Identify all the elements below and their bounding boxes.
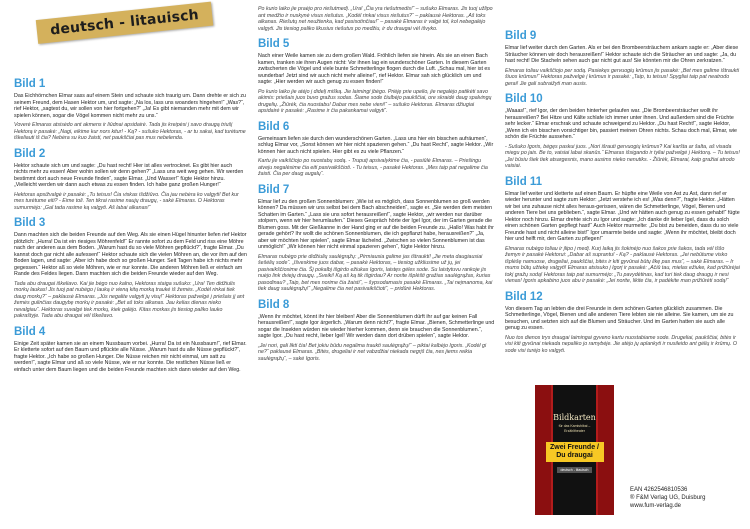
german-text: Einige Zeit später kamen sie an einem Nussbaum vorbei. „Hurra! Da ist ein Nussbaum!“, rief Elmar. Er kletterte sofort auf den Baum und pflückte alle Nüsse. „Warum hast du alle Nüsse gepflückt?“, fragte Hektor. „Ich habe so großen Hunger. Die Nüsse reichen mir nicht einmal, um satt zu werden!“, sagte Elmar und aß so viele Nüsse, wie er nur konnte. Die restlichen Nüsse ließ er einfach unter dem Baum liegen und die beiden Freunde machten sich dann wieder auf den Weg. xyxy=(14,340,247,373)
logo-title: Bildkarten xyxy=(553,413,596,422)
section-bild-9 xyxy=(505,30,741,87)
story-title-card xyxy=(546,442,604,462)
section-title: Bild 10 xyxy=(505,93,543,105)
section-bild-2 xyxy=(14,148,247,212)
german-text: Von diesem Tag an lebten die drei Freunde in dem schönen Garten glücklich zusammen. Die Schmetterlinge, Vögel, Bienen und alle anderen Tiere lebten sie nie alleine. Sie kamen, um sie zu besuchen, und setzten sich auf die Blumen und Sträucher. Und im Garten hatten sie auch alle genug zu essen. xyxy=(505,305,734,331)
lithuanian-text: Voverė Elmaras atsisėdo ant akmens ir liūdnai apsidairė. Tada jis kreipėsi į savo draugą triušį Hektorą ir pasakė: „Nagi, eikime kur nors kitur! - Ką? - sušuko Hektoras, - ar tu sakai, kad turėtume iškeliauti iš čia? Nebėra su kuo žaisti, net paukščiai pas mus nebelenda. xyxy=(14,122,246,141)
section-title: Bild 11 xyxy=(505,175,543,188)
story-title-de: Zwei Freunde / xyxy=(549,444,599,451)
kamishibai-cover-logo xyxy=(535,385,614,515)
lithuanian-text: Po kurio laiko jie praėjo pro riešutmedį. „Ura! „Čia yra riešutmedis!“ – sušuko Elmaras. Jis tuoj užlipo ant medžio ir nuskynė visus riešutus. „Kodėl rinkai visus riešutus?“ – paklausė Hektoras. „Aš toks alkanas. Riešutų net neužtenka, kad pasisotinčiau!“ – pasakė Elmaras ir valgė tol, kol nebegalėjo valgyti. Jis tiesiog paliko likusius riešutus po medžiu, ir du draugai vėl išvyko. xyxy=(258,6,493,32)
logo-language: deutsch - litauisch xyxy=(557,467,591,473)
section-title: Bild 8 xyxy=(258,298,290,311)
lithuanian-text: Po kurio laiko jie atėjo į didelį mišką. Jie laimingi įbėgo. Priėję prie upelio, jie negalėjo patikėti savo akimis: priešais juos buvo gražus sodas. Šiame sode čiulbėjo paukščiai, ore skraidė daug spalvingų drugelių. „Žiūrėk, čia nuostabu! Dabar mes nebe vieni!“ – sušuko Hektoras. Elmaras džiugiai apsidairė ir pasakė: „Rasime ir čia pakankamai valgyti“. xyxy=(258,88,492,114)
section-bild-4-continued xyxy=(258,6,495,32)
lithuanian-text: Elmaras nubėgo prie didžiulių saulėgrąžų: „Pirmiausia galime jas ištraukti! „Jie meta daugiausiai šešėlių sode“. „Išveskime juos dabar, – pasakė Hektoras, – tiesiog užkliusime už jų, jei pasivaikščiosime čia. Šį pokalbį išgirdo ežiukas Igoris, laistęs gėles sode. Su laistytuvu rankoje jis nuėjo link dviejų draugų. „Sveiki! Ką aš ką tik išgirdau? Ar norite išplėšti gražias saulėgrąžas, kurias pasodinau? „Taip, bet mes norime čia žaisti“, – šypsodamasis pasakė Elmaras. „Tai neįmanoma, kai tiek daug saulėgrąžų!“ „Negalime čia net pasivaikščioti“, – pridūrė Hektoras. xyxy=(258,253,493,292)
publisher-name: ® F&M Verlag UG, Duisburg xyxy=(630,495,706,501)
section-bild-12 xyxy=(505,291,741,355)
logo-stage xyxy=(549,399,599,507)
section-title: Bild 5 xyxy=(258,38,290,50)
german-text: Hektor schaute sich um und sagte: „Du hast recht! Hier ist alles vertrocknet. Es gibt hier auch nichts mehr zu essen! Aber wohin sollen wir denn gehen?“ „Lass uns weit weg gehen. Wir werden bestimmt dort auch neue Freunde finden“, sagte Elmar. „Und Wasser!“ fügte Hektor hinzu. „Vielleicht werden wir dann auch etwas zu essen finden. Ich habe ganz großen Hunger!“ xyxy=(14,162,244,188)
publisher-website[interactable]: www.fum-verlag.de xyxy=(630,503,682,509)
german-text: Nach einer Weile kamen sie zu dem großen Wald. Fröhlich liefen sie hinein. Als sie an einen Bach kamen, tranken sie ihren Augen nicht: Vor ihnen lag ein wunderschöner Garten. In diesem Garten zwitscherten die Vögel und viele bunte Schmetterlinge flogen durch die Luft. „Schau mal, hier ist es wunderbar! Jetzt sind wir auch nicht mehr alleine!“, rief Hektor. Elmar sah sich glücklich um und sagte: „Hier werden wir auch genug zu essen finden!“ xyxy=(258,53,491,85)
lithuanian-text: Tada abu draugai iškeliavo. Kai jie bėgo nuo kalno, Hektoras staiga sušuko: „Ura! Ten didžiulis morkų laukas! Jis tuoj pat nubėgo į lauką ir vieną kitą morką traukė iš žemės. „Kodėl rinkai tiek daug morkų?“ – paklausė Elmaras. „Jūs negalite valgyti jų visų!“ Hektoras pažvelgė į priešais jį ant žemės gulinčias daugybę morkų ir pasakė: „Bet aš toks alkanas. Jau kelias dienas nieko nevalgiau“. Hektoras suvalgė tiek morkų, kiek galėjo. Kitas morkas jis tiesiog paliko lauko pakraštyje. Tada abu draugai vėl iškeliavo. xyxy=(14,280,245,319)
german-text: „Wenn ihr möchtet, könnt ihr hier bleiben! Aber die Sonnenblumen dürft ihr auf gar keinen Fall herausreißen!“, sagte Igor ärgerlich. „Warum denn nicht?“, fragte Elmar. „Bienen, Schmetterlinge und sogar die Insekten würden nie wieder hierher kommen, denn sie brauchen die Sonnenblumen.“, sagte Igor. „Du hast recht, lieber Igel! Wir werden dann dort drüben spielen“, sagte Hektor. xyxy=(258,313,495,339)
section-title: Bild 6 xyxy=(258,120,290,133)
text-column-3 xyxy=(505,30,741,360)
section-title: Bild 12 xyxy=(505,290,543,303)
section-bild-5 xyxy=(258,38,495,115)
section-title: Bild 2 xyxy=(14,147,46,160)
ean-code: EAN 4262546810536 xyxy=(630,487,688,493)
lithuanian-text: Nuo tos dienos trys draugai laimingai gyveno kartu nuostabiame sode. Drugeliai, paukščiai, bitės ir visi kiti gyvūnai niekada nepaliko jo ramybėje. Jie atėjo jų aplankyti ir nusileido ant gėlių ir krūmų. O sode visi turėjo ko valgyti. xyxy=(505,334,738,354)
section-bild-11 xyxy=(505,176,741,285)
section-title: Bild 1 xyxy=(14,78,46,90)
section-bild-10 xyxy=(505,93,741,170)
text-column-1 xyxy=(14,78,247,379)
section-bild-7 xyxy=(258,184,495,293)
section-bild-1 xyxy=(14,78,247,142)
german-text: Elmar lief weiter durch den Garten. Als er bei den Brombeersträuchern ankam sagte er: „Aber diese Sträucher können wir doch herausreißen!“ Hektor schaute sich die Sträucher an und sagte: „Ja, du hast recht! Die Stacheln sehen auch gar nicht gut aus! Sie könnten mir die Ohren zerkratzen.“ xyxy=(505,45,739,64)
lithuanian-text: Elmaras nubėgo toliau ir įlipo į medį. Kurį laiką jis šokinėjo nuo šakos prie šakos, tada vėl iššo žemyn ir pasakė Hektorui: „Dabar aš suprantu! - Ką? - paklausė Hektoras. „Jei nebūtume visko išplėšę namuose, drugeliai, paukščiai, bitės ir kiti gyvūnai būtų likę pas mus“, – sakė Elmaras. – Ir mums būtų užtekę valgyti! Elmaras atsisuko į Igorį ir pasakė: „Ačiū tau, mielas ežiuke, kad prižiūrėjai tokį gražų sodą! Hektoras taip pat sumurmėjo: „Tu pavydėtinas, kad turi tiek daug draugų ir nesi vienas! Igoris apkabino juos abu ir pasakė: „Jei norite, likite čia, ir padėkite man prižiūrėti sodą!“ xyxy=(505,245,740,284)
lithuanian-text: Hektoras apsižvalgė ir pasakė: „Tu teisus! Čia viskas išdžiūvo. Čia jau nebėra ko valgyti! Bet kur mes turėtume eiti? - Eime toli. Ten tikrai rasime naujų draugų, - sakė Elmaras. O Hektoras sumurmėjo: „Gal tada rasime ką valgyti. Aš labai alkanas!“ xyxy=(14,191,239,211)
language-banner xyxy=(36,2,214,44)
section-bild-3 xyxy=(14,217,247,320)
lithuanian-text: Kartu jie vaikščiojo po nuostabų sodą. - Truputį apsivalykime čia, - pasiūlė Elmaras. – Priešingu atveju negalėsime čia eiti pasivaikščioti. - Tu teisus, - pasakė Hektoras. „Mes taip pat negalime čia žaisti. Čia per daug augalų“. xyxy=(258,158,488,177)
section-bild-6 xyxy=(258,121,495,178)
text-column-2 xyxy=(258,6,495,368)
section-title: Bild 9 xyxy=(505,30,537,42)
german-text: Elmar lief zu den großen Sonnenblumen: „Wie ist es möglich, dass Sonnenblumen so groß werden können? Da müssen wir uns selbst bei dem Bach abschneiden“, sagte er. „Sie werden dem meisten Schatten im Garten.“ „Lass sie uns sofort herausreißen!“, sagte Hektor, „wir werden nur darüber stolpern, wenn wir hier herumlaufen.“ Dieses Gespräch hörte der Igel Igor, der im Garten gerade die Blumen goss. Mit der Gießkanne in der Hand ging er auf die beiden Freunde zu. „Hallo! Was habt ihr gerade gehört? Ihr wollt die schönen Sonnenblumen, die ich gepflanzt habe, herausreißen?“ „Ja, aber wir möchten hier spielen“, sagte Elmar lächelnd. „Zwischen so vielen Sonnenblumen ist das unmöglich!“ „Wir können hier nicht einmal spazieren gehen“, fügte Hektor hinzu. xyxy=(258,198,494,250)
lithuanian-text: Elmaras toliau vaikščiojo per sodą. Pasiekęs gervuogių krūmus jis pasakė: „Bet mes galime ištraukti šiuos krūmus!“ Hektoras pažvelgė į krūmus ir pasakė: „Taip, tu teisus! Spygliai taip pat neatrodo gerai! Jie gali subraižyti man ausis. xyxy=(505,67,740,87)
lithuanian-text: „Jei nori, gali likti čia! Bet jokiu būdu negalima traukti saulėgrąžų!“ – piktai kalbėjo Igoris. „Kodėl gi ne?“ paklausė Elmaras. „Bitės, drugeliai ir net vabzdžiai niekada negrįš čia, nes jiems reikia saulėgrąžų“, – sakė Igoris. xyxy=(258,342,487,362)
section-bild-8 xyxy=(258,299,495,363)
section-title: Bild 4 xyxy=(14,325,46,338)
banner-title: deutsch - litauisch xyxy=(49,7,200,39)
section-title: Bild 3 xyxy=(14,217,46,229)
publisher-info xyxy=(630,486,735,510)
german-text: Das Eichhörnchen Elmar sass auf einem Stein und schaute sich traurig um. Dann drehte er sich zu seinem Freund, dem Hasen Hektor um, und sagte: „Na los, lass uns woanders hingehen!“ „Was?“, rief Hektor, „sagtest du, wir sollen von hier fortgehen?“ „Ja! Es gibt niemanden mehr mit dem wir spielen können, sogar die Vögel kommen nicht mehr zu uns.“ xyxy=(14,93,247,119)
german-text: Dann machten sich die beiden Freunde auf den Weg. Als sie einen Hügel hinunter liefen rief Hektor plötzlich: „Hurra! Da ist ein riesiges Möhrenfeld!“ Er rannte sofort zu dem Feld und riss eine Möhre nach der anderen aus dem Boden. „Warum hast du so viele Möhren gepflückt?“, fragte Elmar. „Du kannst doch gar nicht alle aufessen!“ Hektor schaute sich die vielen Möhren an, die vor ihm auf den Boden lagen, und sagte: „Aber ich habe doch so großen Hunger. Seit Tagen habe ich nichts mehr gegessen.“ Hektor aß so viele Möhren, wie er nur konnte. Die anderen Möhren ließ er einfach am Rande des Feldes liegen. Dann machten sich die beiden Freunde wieder auf den Weg. xyxy=(14,232,247,277)
german-text: Gemeinsam liefen sie durch den wunderschönen Garten. „Lass uns hier ein bisschen aufräumen“, schlug Elmar vor, „Sonst können wir hier nicht spazieren gehen.“ „Du hast Recht“, sagte Hektor. „Wir können hier auch nicht spielen. Hier gibt es zu viele Pflanzen.“ xyxy=(258,135,494,155)
german-text: „Waaas!“, rief Igor, der den beiden hinterher gelaufen war. „Die Brombeersträucher wollt ihr herausreißen? Bei Hitze und Kälte schlafe ich immer unter ihnen. Und außerdem sind die Früchte sehr lecker.“ Elmar erschrak und schaute schweigend zu Hektor. „Du hast Recht!“, sagte Hektor, „Wenn ich ein bisschen vorsichtiger bin, passiert meinen Ohren nichts. Schau doch mal, Elmar, wie schön die Früchte aussehen.“ xyxy=(505,108,737,140)
section-bild-4 xyxy=(14,326,247,374)
story-title-lt: Du draugai xyxy=(556,452,593,459)
lithuanian-text: - Sušuko Igoris, bėgęs paskui juos. „Nori išrauti gervuogių krūmus? Kai karšta ar šalta, aš visada miegu po jais. Be to, vaisiai labai skanūs.“ Elmaras išsigando ir tyliai pažvelgė į Hektorą. – Tu teisus! „Jei būsiu šiek tiek atsargesnis, mano ausims nieko nenutiks. - Žiūrėk, Elmarai, kaip gražiai atrodo vaisiai. xyxy=(505,143,740,169)
logo-subtitle: für das Kamishibai – Erzähltheater xyxy=(558,424,591,433)
german-text: Elmar lief weiter und kletterte auf einen Baum. Er hüpfte eine Weile von Ast zu Ast, dann rief er wieder herunter und sagte zum Hektor: „Jetzt verstehe ich es! „Was denn?“, fragte Hektor. „Hätten wir bei uns zuhause nicht alles heraus-gerissen, wären die Schmetterlinge, Vögel, Bienen und anderen Tiere bei uns geblieben.“, sagte Elmar. „Und wir hätten auch genug zu essen gehabt!“ fügte Hektor noch hinzu. Elmar drehte sich zu Igor und sagte: „Ich danke dir lieber Igel, dass du solch einen schönen Garten gepflegt hast!“ Auch Hektor murmelte: „Du bist zu beneiden, dass du so viele Freunde hast und nicht alleine bist!“ Igor umarmte beide und sagte: „Wenn ihr möchtet, bleibt doch hier und helft mir, den Garten zu pflegen!“ xyxy=(505,190,740,242)
section-title: Bild 7 xyxy=(258,183,290,196)
